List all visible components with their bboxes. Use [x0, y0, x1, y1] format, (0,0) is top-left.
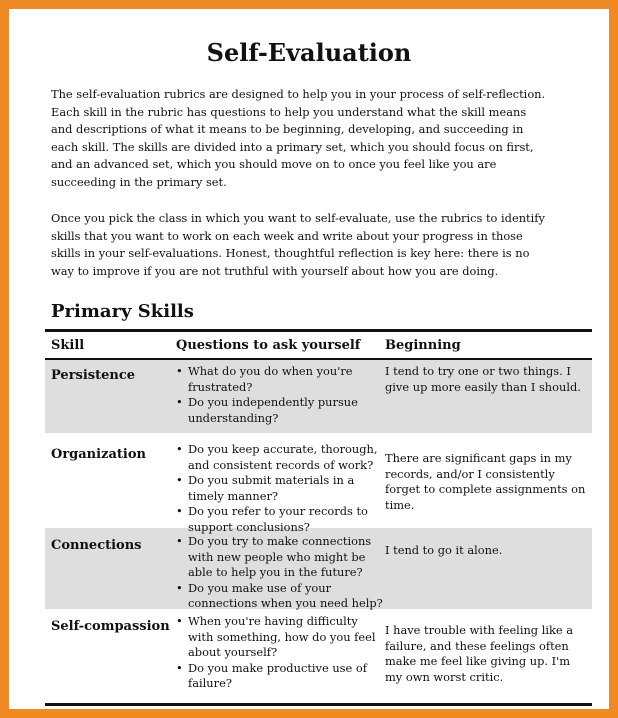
question-item: • Do you refer to your records to support conclusions?: [176, 504, 368, 534]
header-skill: Skill: [51, 337, 85, 353]
bullet-icon: •: [176, 534, 183, 548]
beginning-cell: I tend to try one or two things. I give up more easily than I should.: [385, 364, 581, 394]
document-page: [18, 18, 600, 700]
bullet-icon: •: [176, 364, 183, 378]
beginning-cell: I have trouble with feeling like a failure, and these feelings often make me feel like giving up. I'm my own worst critic.: [385, 623, 574, 684]
table-row: [45, 433, 592, 534]
beginning-cell: I tend to go it alone.: [385, 543, 503, 557]
skill-name: Persistence: [51, 368, 136, 383]
question-item: • Do you submit materials in a timely manner?: [176, 473, 355, 503]
questions-cell: [176, 360, 385, 433]
bullet-icon: •: [176, 442, 183, 456]
question-item: • Do you keep accurate, thorough, and consistent records of work?: [176, 442, 378, 472]
intro-paragraph-1: The self-evaluation rubrics are designed to help you in your process of self-reflection. Each skill in the rubric has questions to help you understand what the skill means and descriptions of what it means to be beginning, developing, and succeeding in each skill. The skills are divided into a primary set, which you should focus on first, and an advanced set, which you should move on to once you feel like you are succeeding in the primary set.: [51, 87, 546, 189]
questions-cell: [176, 433, 385, 534]
table-header-row: [45, 332, 592, 360]
document-title: Self-Evaluation: [206, 38, 412, 67]
beginning-cell: There are significant gaps in my records, and/or I consistently forget to complete assignments on time.: [385, 451, 586, 512]
question-item: • When you're having difficulty with something, how do you feel about yourself?: [176, 614, 376, 660]
question-item: • Do you make productive use of failure?: [176, 660, 367, 691]
skill-name: Self-compassion: [51, 619, 170, 634]
bullet-icon: •: [176, 614, 183, 628]
bullet-icon: •: [176, 660, 183, 675]
intro-paragraph-2: Once you pick the class in which you want to self-evaluate, use the rubrics to identify skills that you want to work on each week and write about your progress in those skills in your self-evaluations. Honest, thoughtful reflection is key here: there is no way to improve if you are not truthful with yourself about how you are doing.: [51, 211, 545, 278]
question-item: • Do you independently pursue understanding?: [176, 395, 358, 425]
questions-cell: [176, 528, 385, 609]
questions-cell: [176, 609, 385, 703]
bullet-icon: •: [176, 504, 183, 519]
question-item: • Do you try to make connections with new people who might be able to help you in the future?: [176, 534, 372, 580]
table-row: [45, 360, 592, 433]
section-heading-primary-skills: Primary Skills: [51, 301, 194, 322]
question-item: • Do you make use of your connections when you need help?: [176, 580, 383, 611]
question-item: • What do you do when you're frustrated?: [176, 364, 353, 394]
skill-name: Organization: [51, 447, 146, 462]
bullet-icon: •: [176, 473, 183, 488]
bullet-icon: •: [176, 580, 183, 595]
skill-name: Connections: [51, 538, 142, 553]
table-row: [45, 528, 592, 609]
header-beginning: Beginning: [385, 337, 461, 353]
header-questions: Questions to ask yourself: [176, 337, 361, 353]
bullet-icon: •: [176, 395, 183, 410]
skills-rubric-table: [45, 329, 592, 706]
table-row: [45, 609, 592, 703]
